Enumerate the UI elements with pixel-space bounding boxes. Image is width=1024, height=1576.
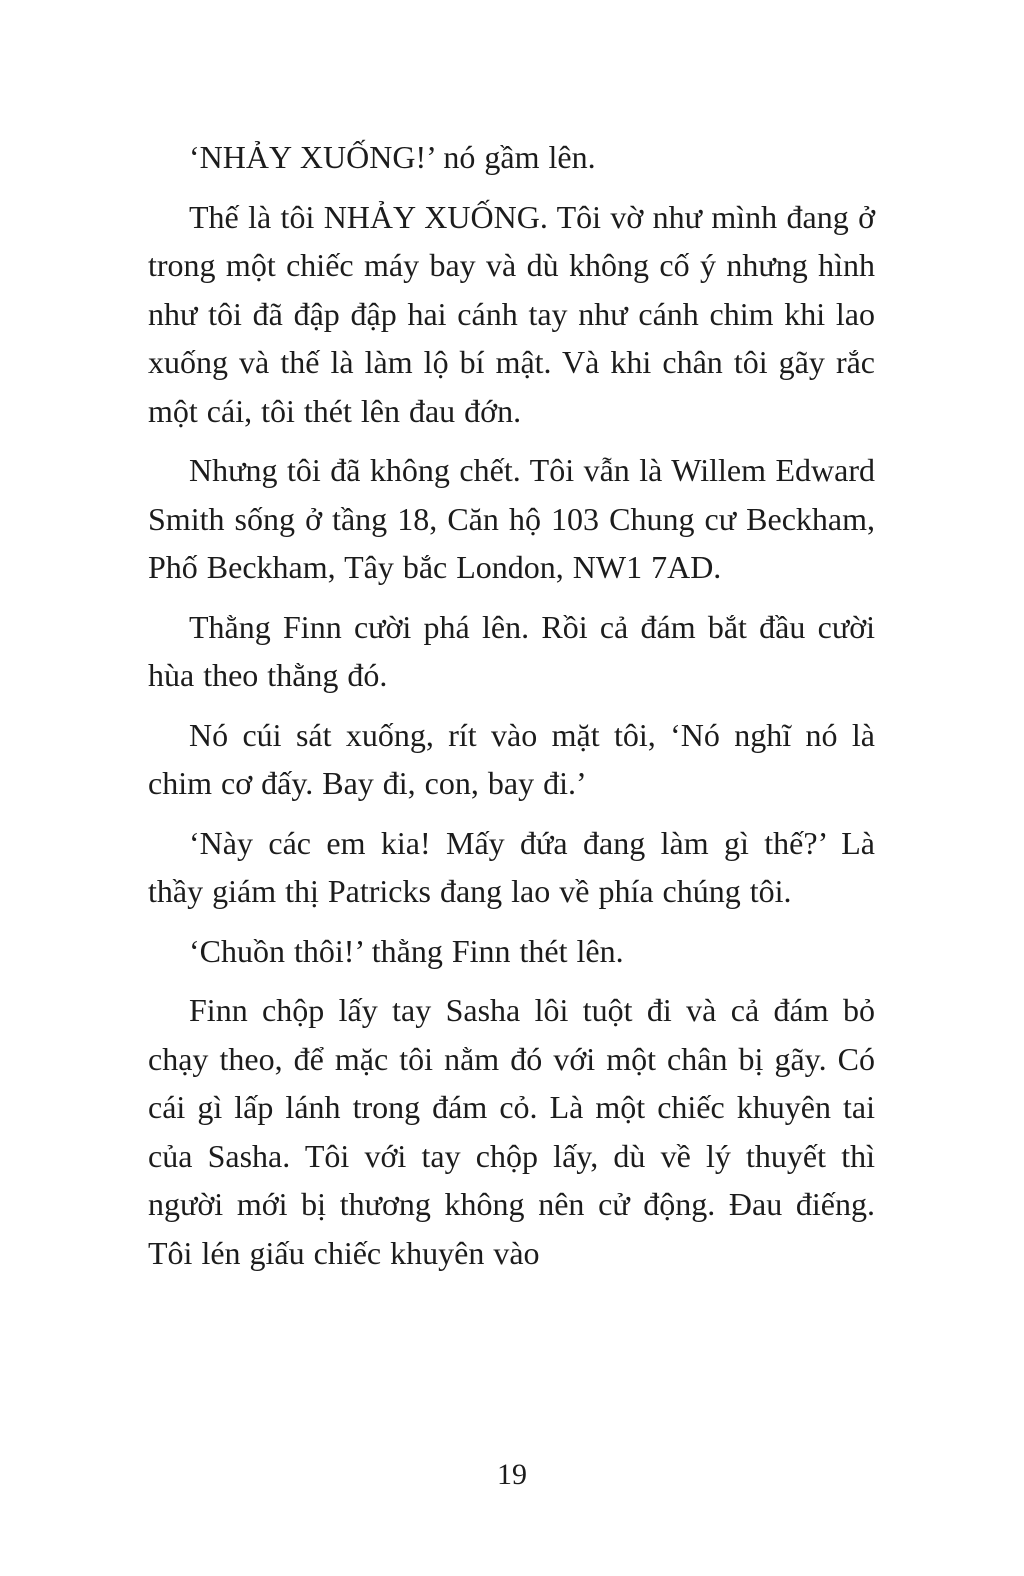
paragraph: ‘Chuồn thôi!’ thằng Finn thét lên. xyxy=(189,932,624,969)
paragraph: Thằng Finn cười phá lên. Rồi cả đám bắt đầu cười hùa theo thằng đó. xyxy=(148,608,875,693)
paragraph: Nó cúi sát xuống, rít vào mặt tôi, ‘Nó nghĩ nó là chim cơ đấy. Bay đi, con, bay đi.’ xyxy=(148,716,875,801)
paragraph: ‘Này các em kia! Mấy đứa đang làm gì thế?’ Là thầy giám thị Patricks đang lao về phía chúng tôi. xyxy=(148,824,875,909)
paragraph: Nhưng tôi đã không chết. Tôi vẫn là Willem Edward Smith sống ở tầng 18, Căn hộ 103 Chung cư Beckham, Phố Beckham, Tây bắc London, NW1 7AD. xyxy=(148,452,875,585)
paragraph: Finn chộp lấy tay Sasha lôi tuột đi và cả đám bỏ chạy theo, để mặc tôi nằm đó với một chân bị gãy. Có cái gì lấp lánh trong đám cỏ. Là một chiếc khuyên tai của Sasha. Tôi với tay chộp lấy, dù về lý thuyết thì người mới bị thương không nên cử động. Đau điếng. Tôi lén giấu chiếc khuyên vào xyxy=(148,992,875,1271)
body-text xyxy=(148,133,875,1288)
page-number: 19 xyxy=(497,1458,527,1491)
paragraph: Thế là tôi NHẢY XUỐNG. Tôi vờ như mình đang ở trong một chiếc máy bay và dù không cố ý nhưng hình như tôi đã đập đập hai cánh tay như cánh chim khi lao xuống và thế là làm lộ bí mật. Và khi chân tôi gãy rắc một cái, tôi thét lên đau đớn. xyxy=(148,198,875,429)
paragraph: ‘NHẢY XUỐNG!’ nó gầm lên. xyxy=(189,139,596,175)
